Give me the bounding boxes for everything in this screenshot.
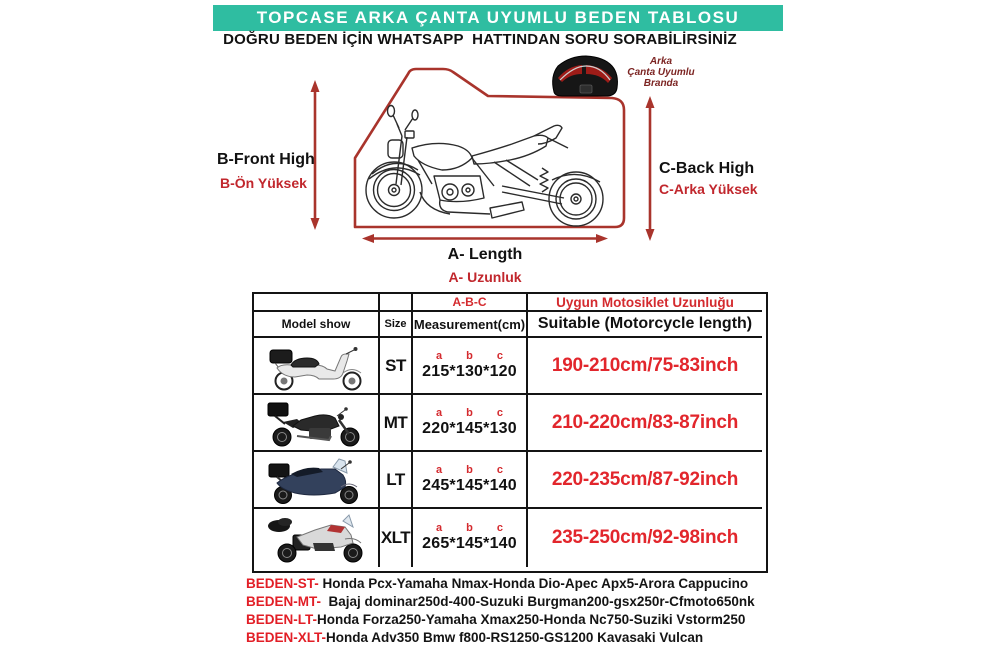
front-high-label-tr: B-Ön Yüksek: [220, 175, 307, 191]
adventure-bike-image: [257, 513, 375, 563]
table-row-st-image: [254, 338, 380, 395]
measurement-value: a b c 265*145*140: [413, 509, 528, 567]
suitable-length: 210-220cm/83-87inch: [528, 395, 762, 452]
beden-mt-line: BEDEN-MT- Bajaj dominar250d-400-Suzuki Burgman200-gsx250r-Cfmoto650nk: [246, 594, 755, 609]
header-uygun-uzunluk: Uygun Motosiklet Uzunluğu: [528, 294, 762, 312]
size-compatibility-list: [246, 575, 806, 647]
beden-lt-line: BEDEN-LT-Honda Forza250-Yamaha Xmax250-Honda Nc750-Suziki Vstorm250: [246, 612, 746, 627]
header-abc: A-B-C: [413, 294, 528, 312]
abc-letters: a b c: [436, 522, 503, 534]
measurement-value: a b c 220*145*130: [413, 395, 528, 452]
header-empty-model: [254, 294, 380, 312]
measurement-diagram: [150, 52, 850, 292]
size-value: MT: [380, 395, 413, 452]
length-arrow: [362, 234, 608, 243]
header-size: Size: [380, 312, 413, 338]
length-label-tr: A- Uzunluk: [448, 269, 522, 285]
size-value: XLT: [380, 509, 413, 567]
topcase-icon: [553, 56, 618, 96]
beden-xlt-line: BEDEN-XLT-Honda Adv350 Bmw f800-RS1250-GS1200 Kavasaki Vulcan: [246, 630, 704, 645]
length-label-en: A- Length: [447, 246, 523, 263]
back-high-arrow: [646, 96, 655, 241]
header-suitable: Suitable (Motorcycle length): [528, 312, 762, 338]
back-high-label-en: C-Back High: [659, 160, 755, 177]
suitable-length: 190-210cm/75-83inch: [528, 338, 762, 395]
suitable-length: 220-235cm/87-92inch: [528, 452, 762, 509]
whatsapp-note: DOĞRU BEDEN İÇİN WHATSAPP HATTINDAN SORU SORABİLİRSİNİZ: [223, 31, 737, 48]
header-empty-size: [380, 294, 413, 312]
back-high-label-tr: C-Arka Yüksek: [659, 181, 758, 197]
abc-letters: a b c: [436, 406, 503, 419]
naked-bike-image: [257, 398, 375, 448]
scooter-image: [257, 341, 375, 391]
size-value: ST: [380, 338, 413, 395]
suitable-length: 235-250cm/92-98inch: [551, 527, 739, 548]
measurement-value: a b c 215*130*120: [413, 338, 528, 395]
topcase-caption: Arka Çanta Uyumlu Branda: [627, 56, 695, 89]
page-title: TOPCASE ARKA ÇANTA UYUMLU BEDEN TABLOSU: [256, 8, 740, 27]
size-table: [252, 292, 768, 573]
beden-st-line: BEDEN-ST- Honda Pcx-Yamaha Nmax-Honda Dio-Apec Apx5-Arora Cappucino: [246, 576, 749, 591]
header-measurement: Measurement(cm): [413, 312, 528, 338]
table-row-mt-image: [254, 395, 380, 452]
table-row-xlt-image: [254, 509, 380, 567]
abc-letters: a b c: [436, 349, 503, 362]
front-high-label-en: B-Front High: [217, 151, 315, 168]
abc-letters: a b c: [436, 463, 503, 476]
header-model-show: Model show: [254, 312, 380, 338]
measurement-value: a b c 245*145*140: [413, 452, 528, 509]
size-value: LT: [380, 452, 413, 509]
title-banner: [213, 5, 783, 31]
maxi-scooter-image: [257, 455, 375, 505]
motorcycle-line-art: [366, 106, 603, 227]
table-row-lt-image: [254, 452, 380, 509]
